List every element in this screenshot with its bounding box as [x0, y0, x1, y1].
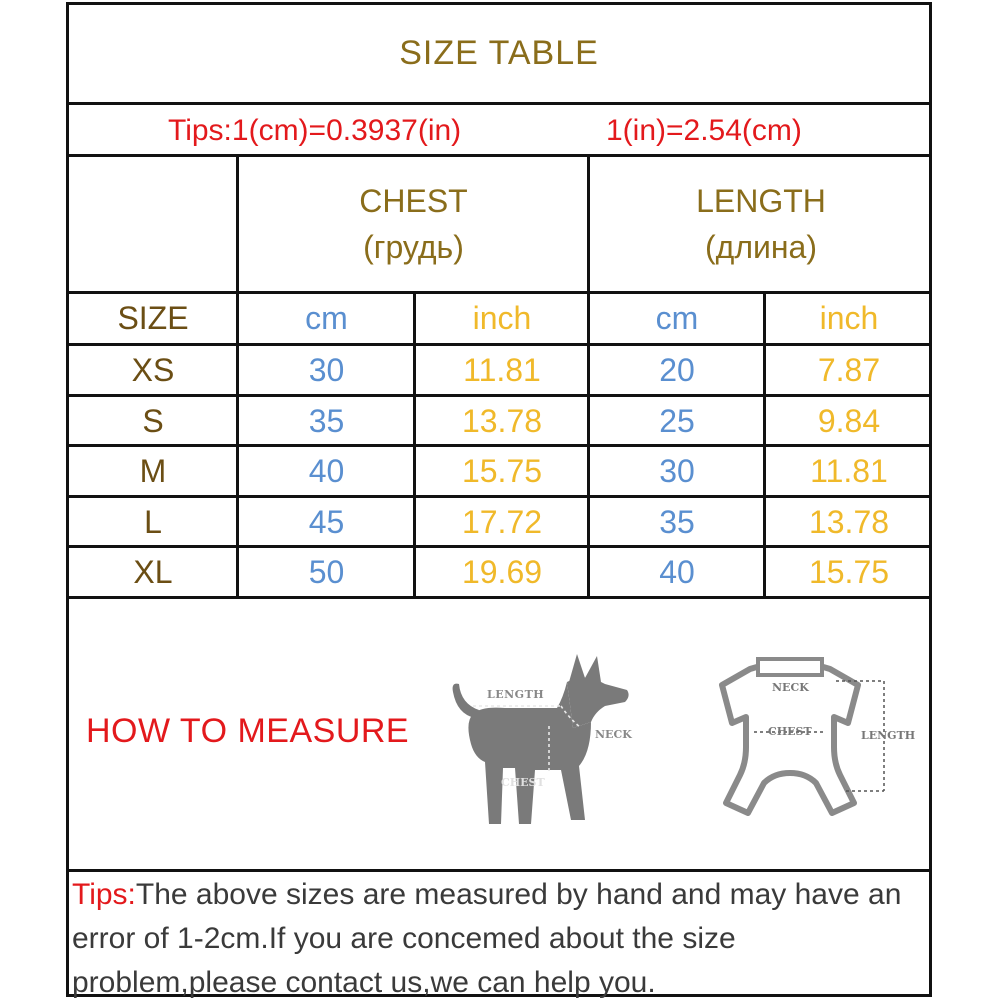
column-divider: [763, 294, 766, 597]
chest-inch-cell: 11.81: [463, 351, 541, 388]
dog-length-label: LENGTH: [487, 688, 545, 701]
length-header: [590, 157, 932, 291]
divider: [66, 869, 932, 872]
length-cm-header: cm: [655, 300, 699, 336]
size-cell: M: [139, 452, 167, 489]
length-cm-cell: 25: [659, 402, 695, 439]
garment-length-label: LENGTH: [861, 729, 916, 742]
garment-measurement-illustration: [706, 655, 931, 830]
length-inch-cell: 11.81: [810, 452, 888, 489]
how-to-measure-label: HOW TO MEASURE: [86, 712, 410, 750]
chest-inch-cell: 19.69: [461, 553, 543, 590]
chest-cm-header: cm: [305, 300, 348, 336]
chest-inch-cell: 13.78: [461, 402, 543, 439]
cm-to-in-conversion: Tips:1(cm)=0.3937(in): [168, 114, 462, 147]
chest-cm-cell: 45: [308, 503, 345, 540]
chest-header-label: CHEST: [359, 182, 468, 219]
length-cm-cell: 40: [659, 553, 695, 590]
chest-cm-cell: 30: [308, 351, 345, 388]
size-cell: L: [144, 503, 162, 540]
garment-neck-label: NECK: [772, 681, 809, 694]
dog-measurement-illustration: [445, 648, 645, 828]
column-divider: [413, 294, 416, 597]
chest-cm-cell: 35: [308, 402, 345, 439]
size-cell: XS: [131, 351, 175, 388]
chest-inch-cell: 15.75: [461, 452, 543, 489]
length-header-label: LENGTH: [696, 182, 826, 219]
garment-chest-label: CHEST: [768, 725, 812, 738]
chest-header: [239, 157, 588, 291]
footer-tips-text: The above sizes are measured by hand and may have an error of 1-2cm.If you are concemed about the size problem,please contact us,we can help you.: [72, 878, 902, 999]
chest-cm-cell: 40: [308, 452, 345, 489]
length-inch-cell: 7.87: [817, 351, 881, 388]
length-inch-header: inch: [819, 300, 879, 336]
divider: [66, 596, 932, 599]
size-cell: XL: [133, 553, 173, 590]
chest-header-russian: (грудь): [363, 229, 464, 265]
length-inch-cell: 9.84: [817, 402, 881, 439]
length-cm-cell: 30: [659, 452, 695, 489]
chest-inch-cell: 17.72: [461, 503, 543, 540]
divider: [66, 102, 932, 105]
dog-chest-label: CHEST: [501, 776, 545, 789]
footer-tips: [72, 873, 932, 1005]
length-inch-cell: 15.75: [808, 553, 890, 590]
in-to-cm-conversion: 1(in)=2.54(cm): [606, 114, 802, 147]
chest-cm-cell: 50: [308, 553, 345, 590]
dog-neck-label: NECK: [595, 728, 632, 741]
length-header-russian: (длина): [705, 229, 817, 265]
column-divider: [236, 157, 239, 597]
size-table-title: SIZE TABLE: [399, 33, 599, 72]
size-column-header: SIZE: [117, 300, 189, 336]
size-cell: S: [142, 402, 164, 439]
chest-inch-header: inch: [472, 300, 532, 336]
footer-tips-lead: Tips:: [72, 878, 136, 911]
length-inch-cell: 13.78: [808, 503, 890, 540]
column-divider: [587, 157, 590, 597]
length-cm-cell: 35: [659, 503, 695, 540]
length-cm-cell: 20: [659, 351, 695, 388]
conversion-tips: [66, 106, 932, 156]
